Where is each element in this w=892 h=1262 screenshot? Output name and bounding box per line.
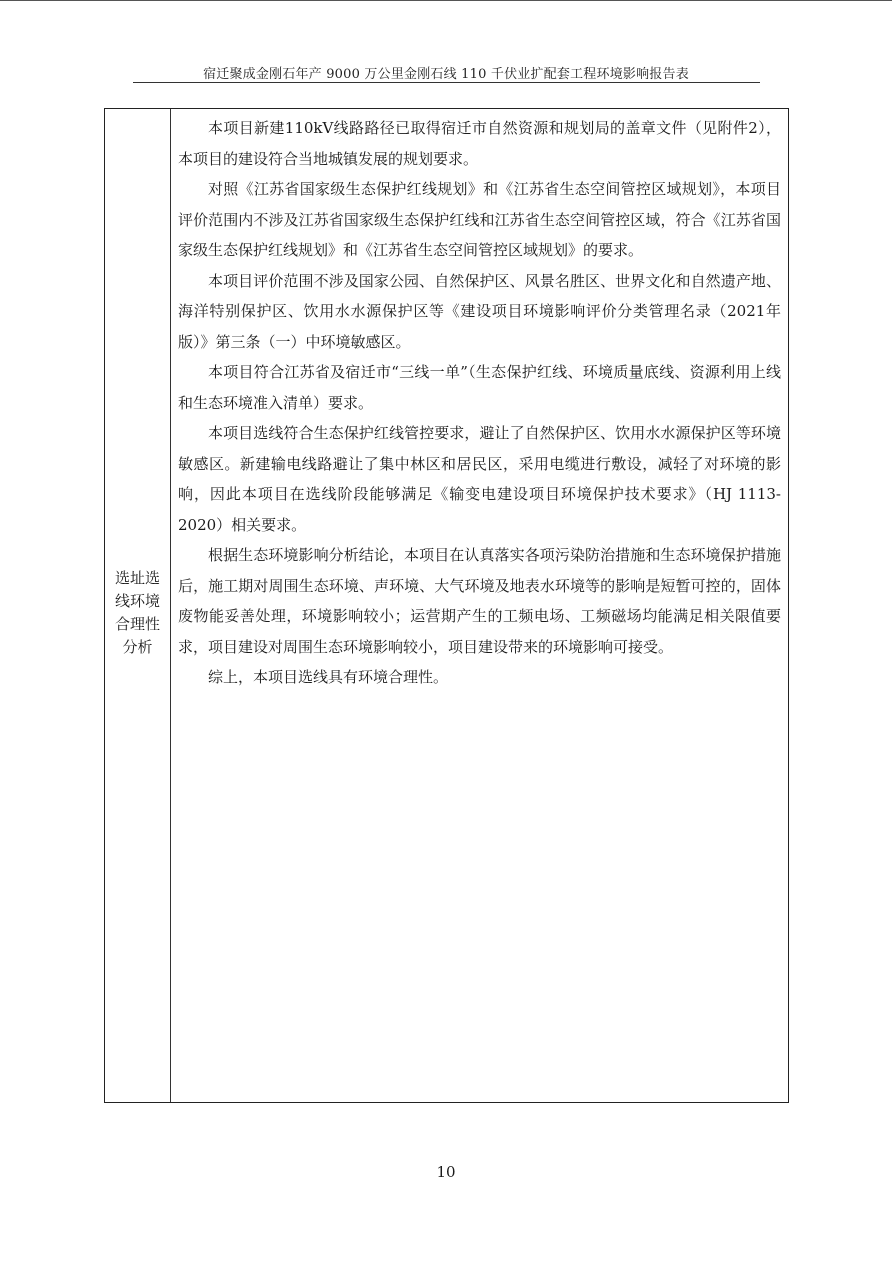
header-rule	[133, 82, 760, 83]
analysis-table	[104, 108, 789, 1103]
row-label-cell	[105, 109, 171, 1102]
page-number: 10	[436, 1163, 456, 1181]
paragraph: 本项目选线符合生态保护红线管控要求，避让了自然保护区、饮用水水源保护区等环境敏感区。新建输电线路避让了集中林区和居民区，采用电缆进行敷设，减轻了对环境的影响，因此本项目在选线阶段能够满足《输变电建设项目环境保护技术要求》（HJ 1113-2020）相关要求。	[178, 424, 781, 534]
row-label: 选址选 线环境 合理性 分析	[114, 569, 160, 656]
row-content-cell	[171, 109, 788, 1102]
paragraph: 本项目评价范围不涉及国家公园、自然保护区、风景名胜区、世界文化和自然遗产地、海洋特别保护区、饮用水水源保护区等《建设项目环境影响评价分类管理名录（2021年版）》第三条（一）中环境敏感区。	[178, 271, 781, 351]
content-body	[178, 113, 781, 693]
paragraph: 本项目符合江苏省及宿迁市“三线一单”（生态保护红线、环境质量底线、资源利用上线和生态环境准入清单）要求。	[178, 363, 781, 412]
page-top-border	[0, 0, 892, 1]
paragraph: 对照《江苏省国家级生态保护红线规划》和《江苏省生态空间管控区域规划》，本项目评价范围内不涉及江苏省国家级生态保护红线和江苏省生态空间管控区域，符合《江苏省国家级生态保护红线规划》和《江苏省生态空间管控区域规划》的要求。	[178, 180, 781, 259]
paragraph: 本项目新建110kV线路路径已取得宿迁市自然资源和规划局的盖章文件（见附件2），本项目的建设符合当地城镇发展的规划要求。	[178, 119, 781, 168]
paragraph: 综上，本项目选线具有环境合理性。	[208, 668, 449, 686]
running-header-title: 宿迁聚成金刚石年产 9000 万公里金刚石线 110 千伏业扩配套工程环境影响报告表	[203, 67, 689, 82]
paragraph: 根据生态环境影响分析结论，本项目在认真落实各项污染防治措施和生态环境保护措施后，施工期对周围生态环境、声环境、大气环境及地表水环境等的影响是短暂可控的，固体废物能妥善处理，环境影响较小；运营期产生的工频电场、工频磁场均能满足相关限值要求，项目建设对周围生态环境影响较小，项目建设带来的环境影响可接受。	[178, 546, 781, 656]
